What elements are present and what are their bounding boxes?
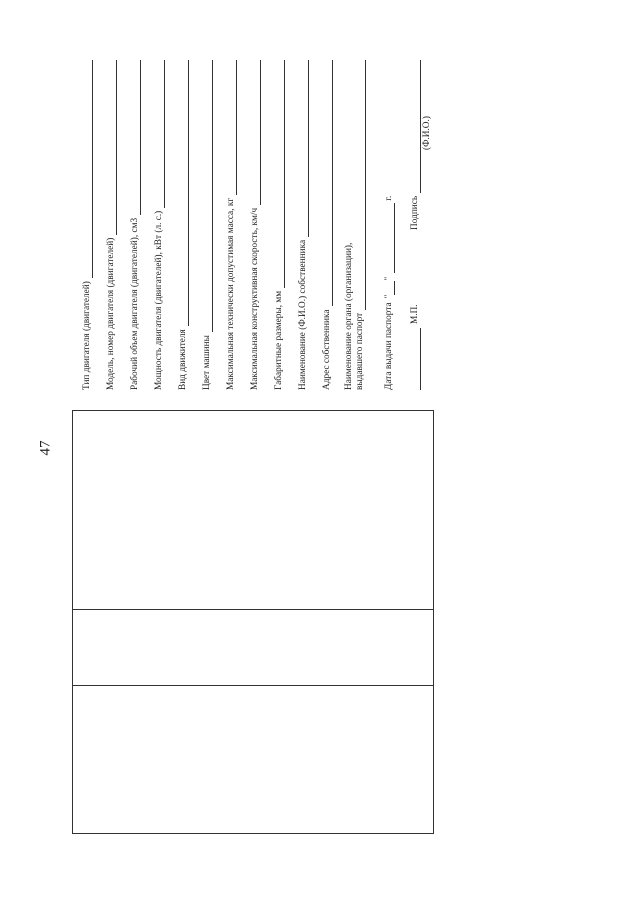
field-max-mass[interactable] (226, 60, 237, 390)
field-label: Максимальная конструктивная скорость, км/ч (250, 207, 260, 390)
photo-frame (72, 410, 434, 834)
field-label: Мощность двигателя (двигателей), кВт (л. с.) (154, 210, 164, 390)
photo-divider-top (72, 609, 434, 610)
stamp-line (411, 328, 421, 390)
signature-label: Подпись (410, 195, 420, 230)
field-engine-model[interactable] (106, 60, 117, 390)
field-line (179, 60, 189, 326)
field-label: Тип двигателя (двигателей) (82, 281, 92, 390)
field-engine-power[interactable] (154, 60, 165, 390)
field-line (83, 60, 93, 278)
field-owner-address[interactable] (322, 60, 333, 390)
field-issue-date[interactable] (384, 60, 395, 390)
field-line (299, 60, 309, 237)
field-line (203, 60, 213, 332)
field-issuing-organization[interactable] (344, 60, 366, 390)
field-label: Габаритные размеры, мм (274, 290, 284, 390)
field-propulsion-type[interactable] (178, 60, 189, 390)
stamp-label: М.П. (410, 304, 420, 324)
field-label: Рабочий объем двигателя (двигателей), см3 (130, 217, 140, 390)
field-line (227, 60, 237, 195)
passport-form (80, 60, 430, 390)
field-line (323, 60, 333, 307)
field-owner-name[interactable] (298, 60, 309, 390)
field-engine-type[interactable] (82, 60, 93, 390)
page-number: 47 (37, 440, 54, 456)
field-engine-volume[interactable] (130, 60, 141, 390)
issue-date-month-year-line (385, 203, 395, 273)
signature-caption: (Ф.И.О.) (422, 116, 432, 150)
field-label-line2: выдавшего паспорт (355, 312, 365, 390)
issue-date-label: Дата выдачи паспорта (384, 302, 394, 390)
field-line (155, 60, 165, 208)
field-label: Максимальная технически допустимая масса, кг (226, 197, 236, 390)
stamp-area (410, 270, 421, 390)
signature-line (411, 60, 421, 193)
field-label: Цвет машины (202, 335, 212, 390)
field-max-speed[interactable] (250, 60, 261, 390)
field-label: Адрес собственника (322, 309, 332, 390)
issue-date-day-line (385, 281, 395, 295)
field-line (356, 60, 366, 310)
field-line (275, 60, 285, 288)
signature-area[interactable] (410, 60, 432, 230)
field-label: Наименование (Ф.И.О.) собственника (298, 239, 308, 390)
field-label: Вид движителя (178, 329, 188, 390)
field-dimensions[interactable] (274, 60, 285, 390)
issue-date-close-quote: " (384, 276, 394, 281)
field-line (131, 60, 141, 215)
field-label-line1: Наименование органа (организации), (344, 242, 354, 390)
issue-date-open-quote: " (384, 294, 394, 299)
field-line (107, 60, 117, 235)
field-label: Модель, номер двигателя (двигателей) (106, 237, 116, 390)
issue-date-year-suffix: г. (384, 195, 394, 201)
photo-divider-bottom (72, 685, 434, 686)
field-machine-color[interactable] (202, 60, 213, 390)
field-line (251, 60, 261, 205)
